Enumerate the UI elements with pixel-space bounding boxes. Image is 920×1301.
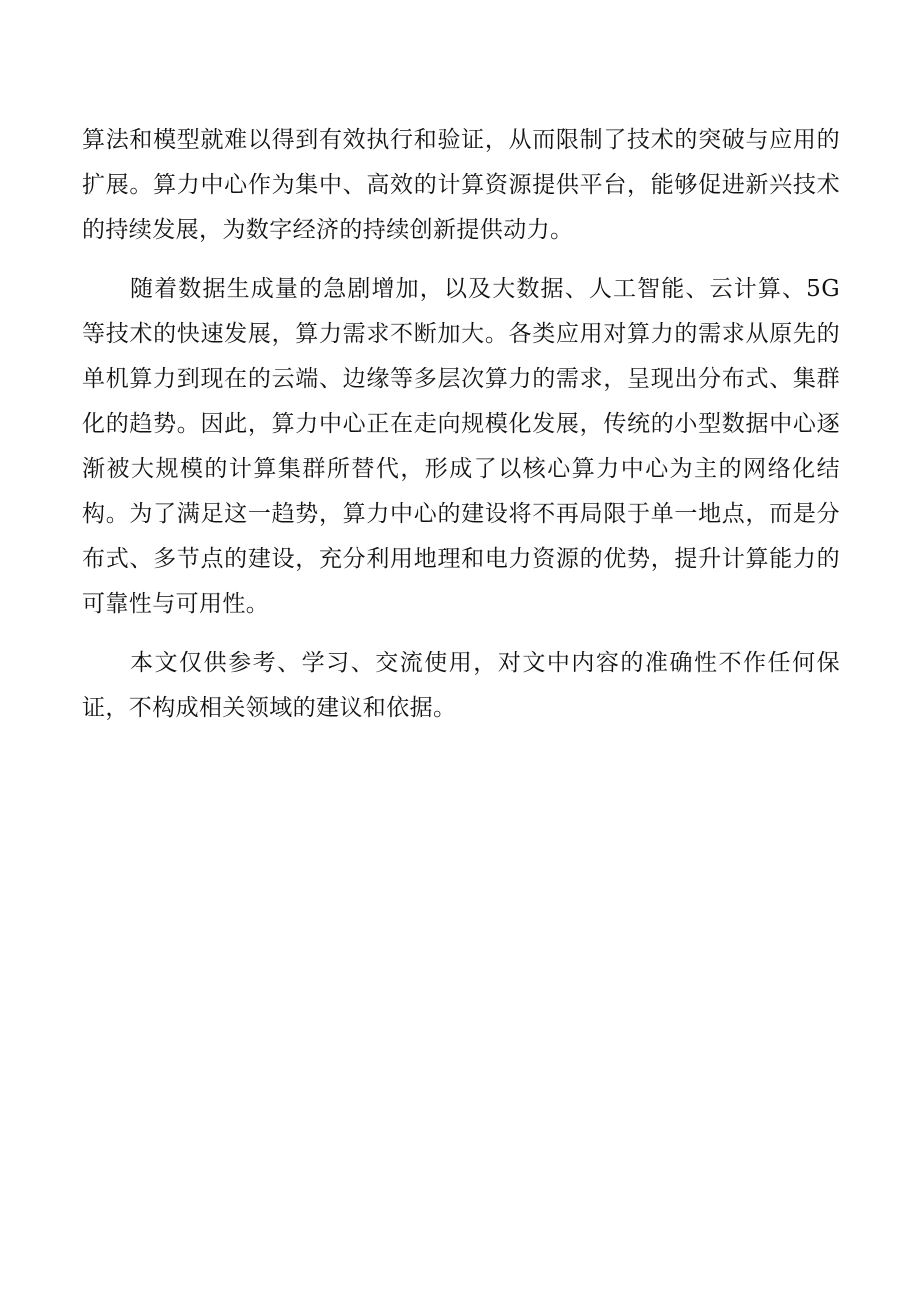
paragraph-disclaimer: 本文仅供参考、学习、交流使用，对文中内容的准确性不作任何保证，不构成相关领域的建议和依据。 [82, 650, 840, 721]
paragraph-continuation: 算法和模型就难以得到有效执行和验证，从而限制了技术的突破与应用的扩展。算力中心作为集中、高效的计算资源提供平台，能够促进新兴技术的持续发展，为数字经济的持续创新提供动力。 [82, 127, 840, 243]
document-body [82, 118, 840, 745]
paragraph-computing-demand: 随着数据生成量的急剧增加，以及大数据、人工智能、云计算、5G等技术的快速发展，算力需求不断加大。各类应用对算力的需求从原先的单机算力到现在的云端、边缘等多层次算力的需求，呈现出分布式、集群化的趋势。因此，算力中心正在走向规模化发展，传统的小型数据中心逐渐被大规模的计算集群所替代，形成了以核心算力中心为主的网络化结构。为了满足这一趋势，算力中心的建设将不再局限于单一地点，而是分布式、多节点的建设，充分利用地理和电力资源的优势，提升计算能力的可靠性与可用性。 [82, 276, 840, 617]
